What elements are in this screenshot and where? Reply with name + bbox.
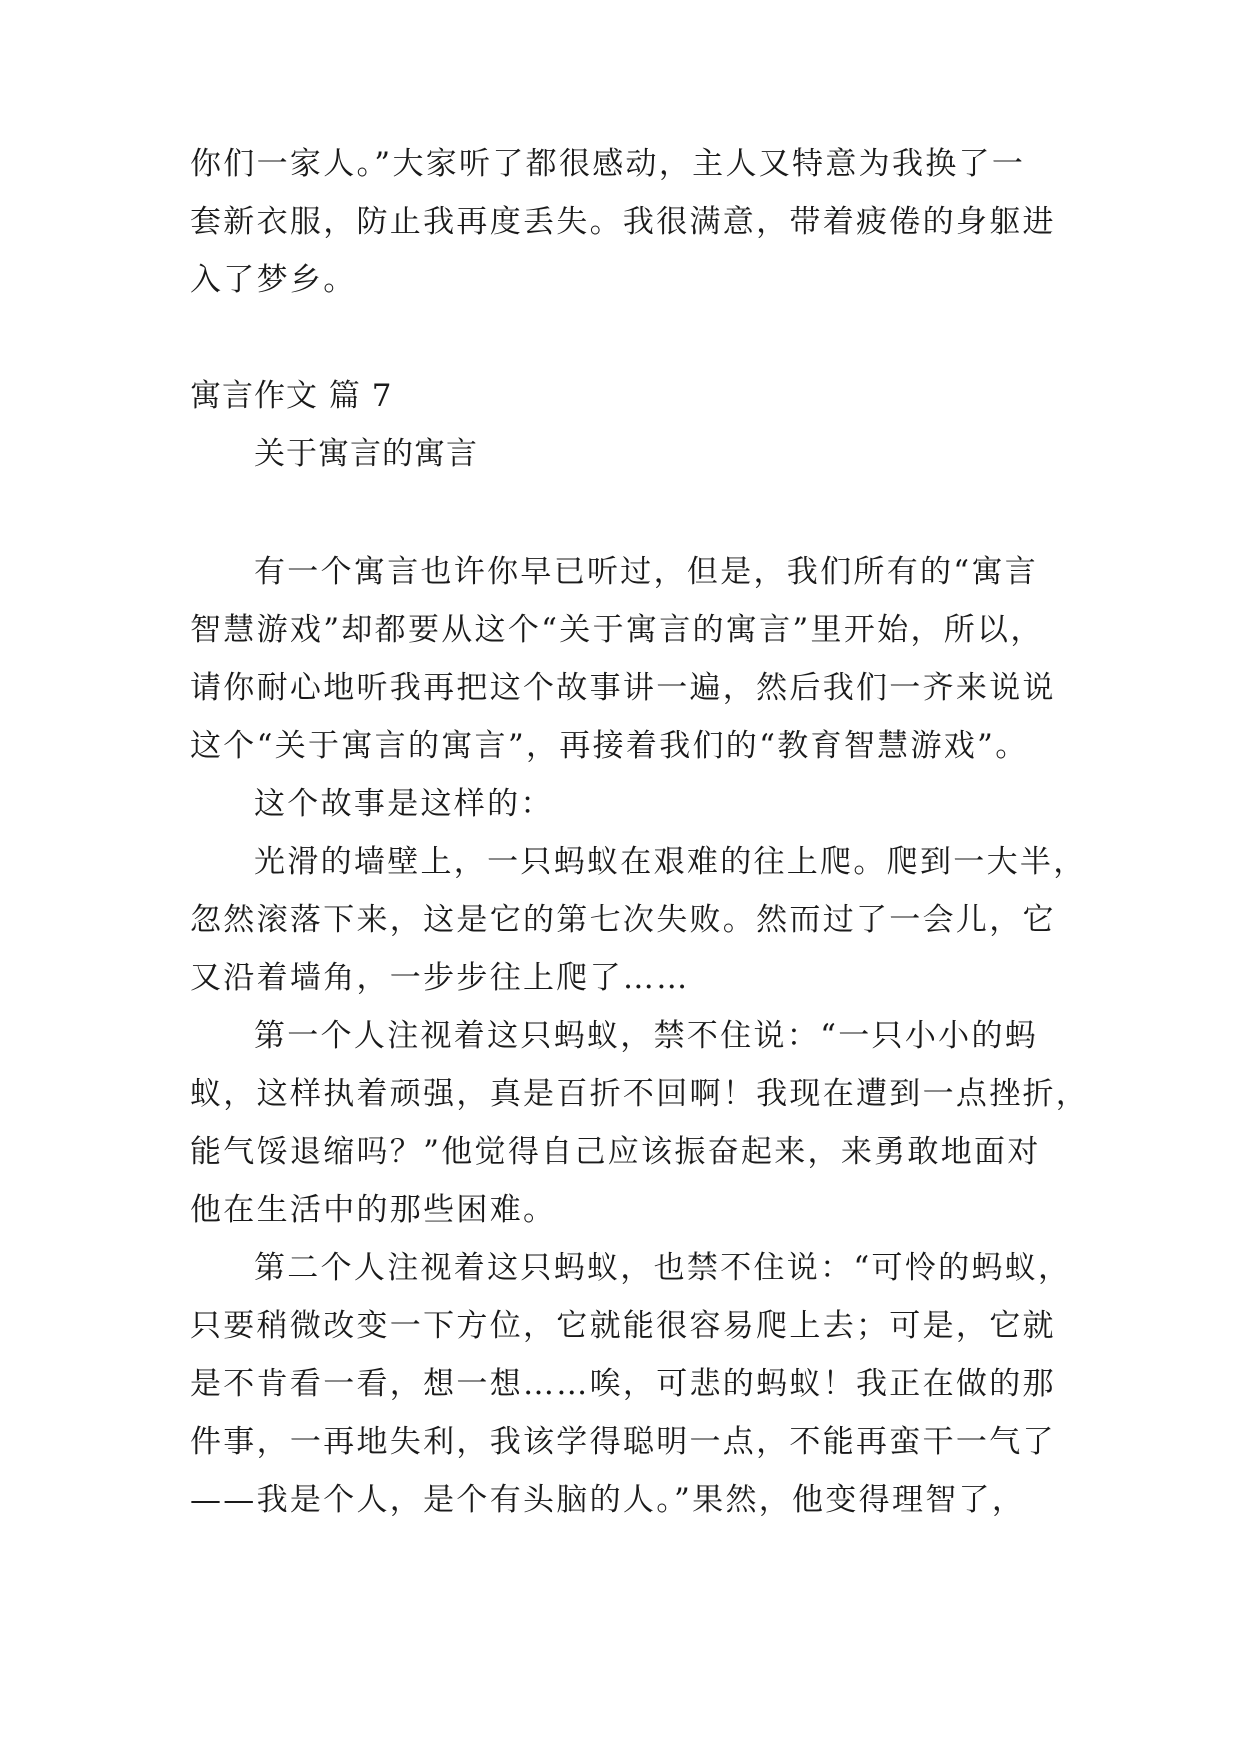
paragraph-5-line-1: 第二个人注视着这只蚂蚁，也禁不住说：“可怜的蚂蚁， — [254, 1250, 1072, 1286]
paragraph-3-line-2: 忽然滚落下来，这是它的第七次失败。然而过了一会儿，它 — [190, 902, 1056, 938]
paragraph-5-line-3: 是不肯看一看，想一想……唉，可悲的蚂蚁！我正在做的那 — [190, 1366, 1056, 1402]
paragraph-1-line-4: 这个“关于寓言的寓言”，再接着我们的“教育智慧游戏”。 — [190, 728, 1029, 764]
paragraph-5-line-2: 只要稍微改变一下方位，它就能很容易爬上去；可是，它就 — [190, 1308, 1056, 1344]
paragraph-4-line-2: 蚁，这样执着顽强，真是百折不回啊！我现在遭到一点挫折， — [190, 1076, 1090, 1112]
article-title: 关于寓言的寓言 — [254, 436, 478, 472]
paragraph-2-line-1: 这个故事是这样的： — [254, 786, 554, 822]
paragraph-3-line-1: 光滑的墙壁上，一只蚂蚁在艰难的往上爬。爬到一大半， — [254, 844, 1087, 880]
paragraph-5-line-5: ——我是个人，是个有头脑的人。”果然，他变得理智了， — [190, 1482, 1026, 1518]
section-heading: 寓言作文 篇 7 — [190, 378, 393, 414]
paragraph-1-line-3: 请你耐心地听我再把这个故事讲一遍，然后我们一齐来说说 — [190, 670, 1056, 706]
paragraph-4-line-1: 第一个人注视着这只蚂蚁，禁不住说：“一只小小的蚂 — [254, 1018, 1039, 1054]
paragraph-3-line-3: 又沿着墙角，一步步往上爬了…… — [190, 960, 690, 996]
paragraph-4-line-3: 能气馁退缩吗？”他觉得自己应该振奋起来，来勇敢地面对 — [190, 1134, 1041, 1170]
paragraph-1-line-2: 智慧游戏”却都要从这个“关于寓言的寓言”里开始，所以， — [190, 612, 1044, 648]
paragraph-1-line-1: 有一个寓言也许你早已听过，但是，我们所有的“寓言 — [254, 554, 1039, 590]
intro-line-2: 套新衣服，防止我再度丢失。我很满意，带着疲倦的身躯进 — [190, 204, 1056, 240]
paragraph-5-line-4: 件事，一再地失利，我该学得聪明一点，不能再蛮干一气了 — [190, 1424, 1056, 1460]
intro-line-3: 入了梦乡。 — [190, 262, 357, 298]
paragraph-4-line-4: 他在生活中的那些困难。 — [190, 1192, 557, 1228]
intro-line-1: 你们一家人。”大家听了都很感动，主人又特意为我换了一 — [190, 146, 1026, 182]
